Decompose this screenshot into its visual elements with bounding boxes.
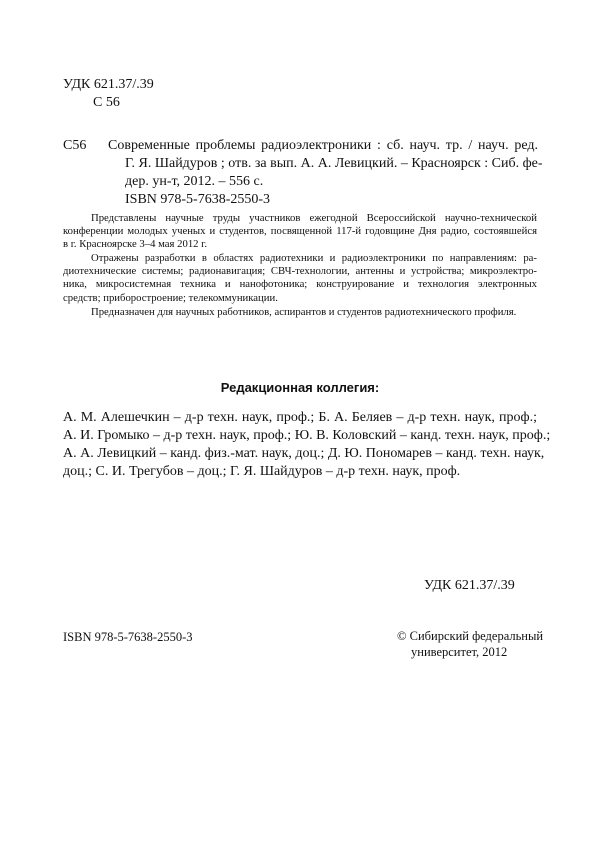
abstract-line: Отражены разработки в областях радиотехники и радиоэлектроники по направлениям: ра- xyxy=(91,252,537,265)
editorial-board-line: А. И. Громыко – д-р техн. наук, проф.; Ю. В. Коловский – канд. техн. наук, проф.; xyxy=(63,428,551,443)
udk-code: УДК 621.37/.39 xyxy=(63,77,154,92)
bibliographic-line: дер. ун-т, 2012. – 556 с. xyxy=(125,174,264,189)
udk-classification-top xyxy=(63,76,154,112)
abstract-line: Представлены научные труды участников ежегодной Всероссийской научно-технической xyxy=(91,212,537,224)
bibliographic-line: Современные проблемы радиоэлектроники : сб. науч. тр. / науч. ред. xyxy=(108,138,538,153)
abstract-line: конференции молодых ученых и студентов, посвященной 117-й годовщине Дня радио, состоявшейся xyxy=(63,225,537,238)
abstract-line: ника, микросистемная техника и нанофотоника; конструирование и технология электронных xyxy=(63,278,537,291)
editorial-board-line: доц.; С. И. Трегубов – доц.; Г. Я. Шайдуров – д-р техн. наук, проф. xyxy=(63,464,461,479)
udk-classification-bottom: УДК 621.37/.39 xyxy=(424,578,515,593)
isbn-footer: ISBN 978-5-7638-2550-3 xyxy=(63,630,193,644)
abstract-line: Предназначен для научных работников, аспирантов и студентов радиотехнического профиля. xyxy=(91,305,517,318)
bibliographic-line: Г. Я. Шайдуров ; отв. за вып. А. А. Левицкий. – Красноярск : Сиб. фе- xyxy=(125,156,543,171)
editorial-board-line: А. М. Алешечкин – д-р техн. наук, проф.; Б. А. Беляев – д-р техн. наук, проф.; xyxy=(63,410,537,425)
editorial-board-title: Редакционная коллегия: xyxy=(220,380,380,395)
editorial-board-list xyxy=(63,409,551,481)
bibliographic-description xyxy=(108,137,543,209)
editorial-board-line: А. А. Левицкий – канд. физ.-мат. наук, доц.; Д. Ю. Пономарев – канд. техн. наук, xyxy=(63,446,545,461)
abstract xyxy=(63,212,537,319)
isbn-line: ISBN 978-5-7638-2550-3 xyxy=(125,192,271,207)
abstract-line: диотехнические системы; радионавигация; СВЧ-технологии, антенны и устройства; микроэлектро- xyxy=(63,265,537,278)
author-index: С 56 xyxy=(93,95,120,110)
abstract-line: средств; приборостроение; телекоммуникации. xyxy=(63,291,278,304)
copyright-notice xyxy=(397,628,543,660)
copyright-line: © Сибирский федеральный xyxy=(397,629,544,643)
copyright-line: университет, 2012 xyxy=(411,645,508,659)
bibliographic-code: С56 xyxy=(63,138,87,153)
abstract-line: в г. Красноярске 3–4 мая 2012 г. xyxy=(63,238,208,251)
